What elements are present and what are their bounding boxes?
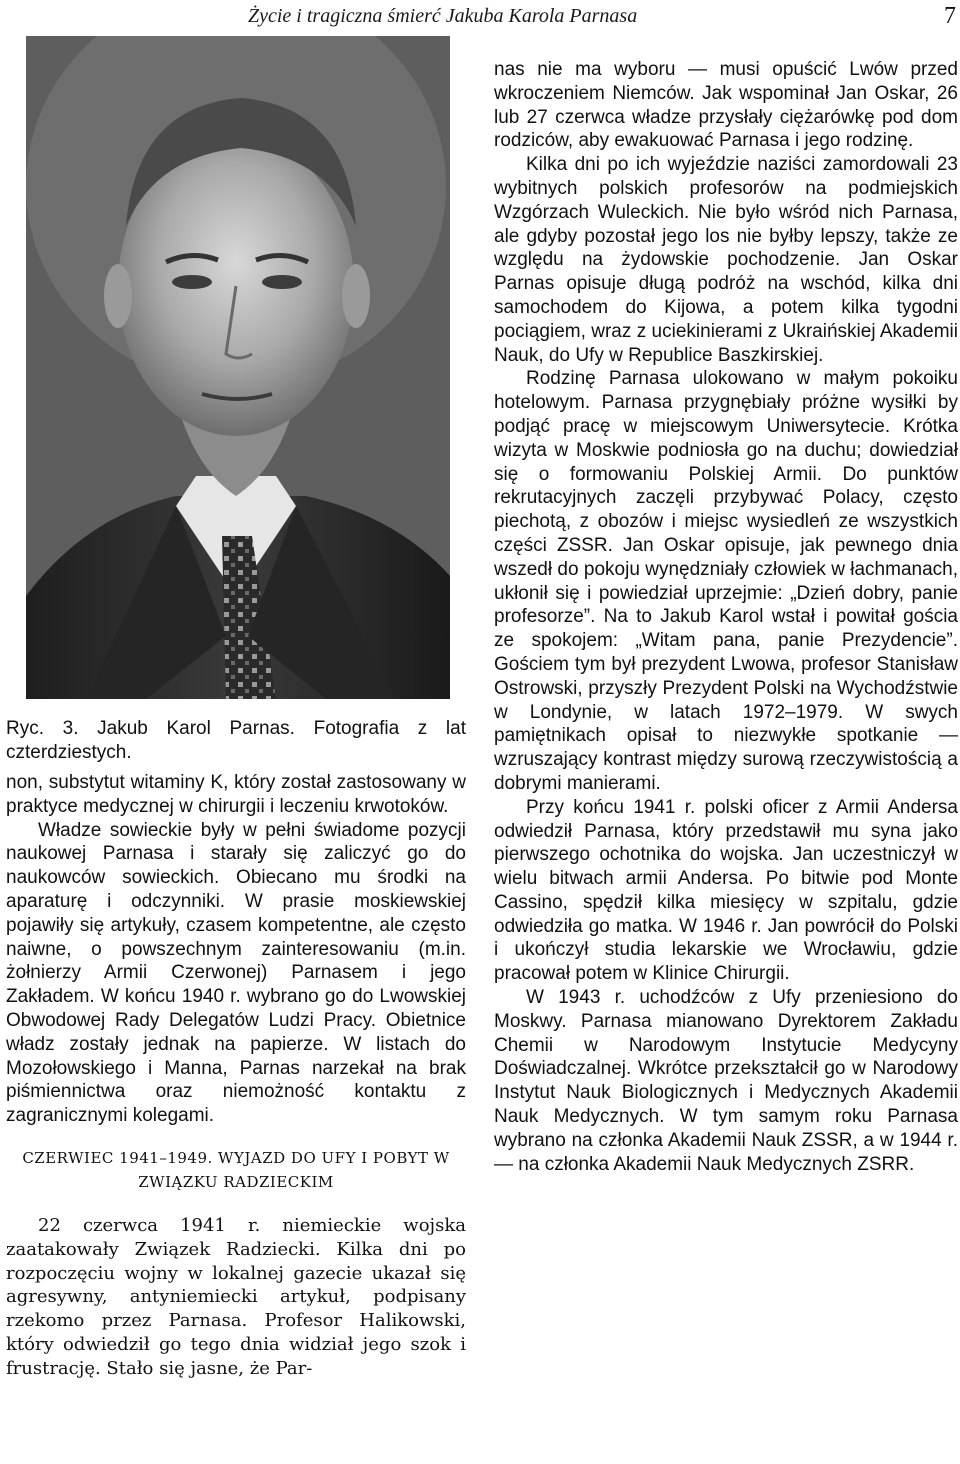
- right-paragraph: Rodzinę Parnasa ulokowano w małym pokoiku hotelowym. Parnasa przygnębiały próżne wysiłki by podjąć pracę w miejscowym Uniwersytecie. Krótka wizyta w Moskwie podniosła go na duchu; dowiedział się o formowaniu Polskiej Armii. Do punktów rekrutacyjnych zaczęli przybywać Polacy, często piechotą, z obozów i miejsc wysiedleń ze wszystkich części ZSSR. Jan Oskar opisuje, jak pewnego dnia wszedł do pokoju wynędzniały człowiek w łachmanach, ukłonił się i powiedział uprzejmie: „Dzień dobry, panie profesorze”. Na to Jakub Karol wstał i powitał gościa ze spokojem: „Witam pana, panie Prezydencie”. Gościem tym był prezydent Lwowa, profesor Stanisław Ostrowski, przyszły Prezydent Polski na Wychodźstwie w Londynie, w latach 1972–1979. W swych pamiętnikach opisał to niezwykłe spotkanie — wzruszający kontrast między surową rzeczywistością a dobrymi manierami.: [494, 368, 958, 794]
- running-header: [0, 2, 960, 32]
- right-column: [494, 58, 958, 1176]
- section-heading: CZERWIEC 1941–1949. WYJAZD DO UFY I POBYT W ZWIĄZKU RADZIECKIM: [22, 1148, 450, 1191]
- section-paragraph: 22 czerwca 1941 r. niemieckie wojska zaatakowały Związek Radziecki. Kilka dni po rozpoczęciu wojny w lokalnej gazecie ukazał się agresywny, antyniemiecki artykuł, podpisany rzekomo przez Parnasa. Profesor Halikowski, który odwiedził go tego dnia widział jego szok i frustrację. Stało się jasne, że Par-: [6, 1214, 466, 1379]
- left-paragraph: non, substytut witaminy K, który został zastosowany w praktyce medycznej w chirurgii i leczeniu krwotoków.: [6, 772, 466, 817]
- right-paragraph: W 1943 r. uchodźców z Ufy przeniesiono do Moskwy. Parnasa mianowano Dyrektorem Zakładu Chemii w Narodowym Instytucie Medycyny Doświadczalnej. Wkrótce przekształcił go w Narodowy Instytut Nauk Biologicznych i Medycznych Akademii Nauk Medycznych. W tym samym roku Parnasa wybrano na członka Akademii Nauk ZSSR, a w 1944 r. — na członka Akademii Nauk Medycznych ZSRR.: [494, 987, 958, 1175]
- left-paragraph: Władze sowieckie były w pełni świadome pozycji naukowej Parnasa i starały się zaliczyć go do naukowców sowieckich. Obiecano mu środki na aparaturę i odczynniki. W prasie moskiewskiej pojawiły się artykuły, czasem kompetentne, ale często naiwne, o powszechnym zainteresowaniu (m.in. żołnierzy Armii Czerwonej) Parnasem i jego Zakładem. W końcu 1940 r. wybrano go do Lwowskiej Obwodowej Rady Delegatów Ludzi Pracy. Obietnice władz zostały jednak na papierze. W listach do Mozołowskiego i Manna, Parnas narzekał na brak piśmiennictwa oraz niemożność kontaktu z zagranicznymi kolegami.: [6, 819, 466, 1127]
- right-paragraph: Kilka dni po ich wyjeździe naziści zamordowali 23 wybitnych polskich profesorów na podmiejskich Wzgórzach Wuleckich. Nie było wśród nich Parnasa, ale gdyby pozostał jego los nie byłby lepszy, także ze względu na żydowskie pochodzenie. Jan Oskar Parnas opisuje długą podróż na wschód, kilka dni samochodem do Kijowa, a potem kilka tygodni pociągiem, wraz z uciekinierami z Ukraińskiej Akademii Nauk, do Ufy w Republice Baszkirskiej.: [494, 154, 958, 366]
- left-body: [6, 771, 466, 1128]
- figure-caption: Ryc. 3. Jakub Karol Parnas. Fotografia z lat czterdziestych.: [6, 718, 466, 763]
- right-paragraph: Przy końcu 1941 r. polski oficer z Armii Andersa odwiedził Parnasa, który przedstawił mu syna jako pierwszego ochotnika do wojska. Jan uczestniczył w wielu bitwach armii Andersa. Po bitwie pod Monte Cassino, spędził kilka miesięcy w szpitalu, gdzie odwiedziła go matka. W 1946 r. Jan powrócił do Polski i ukończył studia lekarskie we Wrocławiu, gdzie pracował potem w Klinice Chirurgii.: [494, 796, 958, 985]
- section-body: [6, 1214, 466, 1381]
- left-column: [6, 36, 466, 1381]
- portrait-illustration: [26, 36, 450, 699]
- page-number: 7: [944, 3, 956, 29]
- portrait-photo: [26, 36, 450, 699]
- right-paragraph: nas nie ma wyboru — musi opuścić Lwów przed wkroczeniem Niemców. Jak wspominał Jan Oskar, 26 lub 27 czerwca władze przysłały ciężarówkę pod dom rodziców, aby ewakuować Parnasa i jego rodzinę.: [494, 59, 958, 152]
- running-title: Życie i tragiczna śmierć Jakuba Karola Parnasa: [248, 5, 638, 27]
